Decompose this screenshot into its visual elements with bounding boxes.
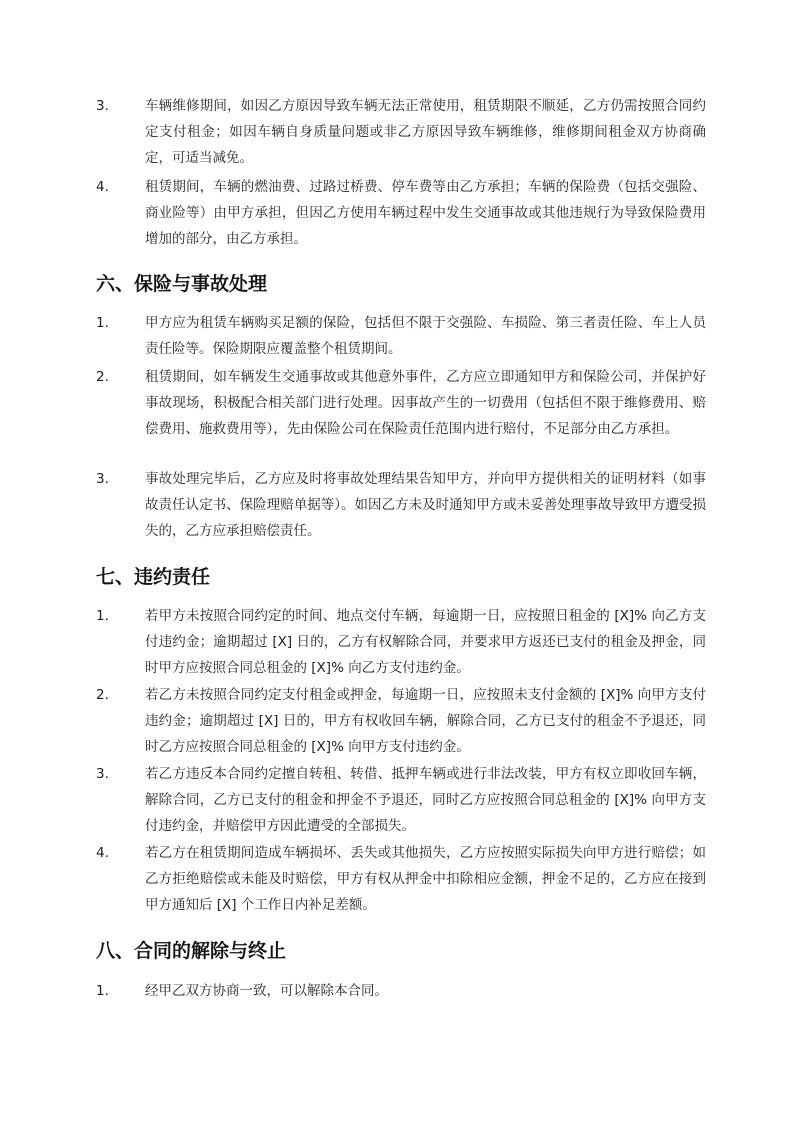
item-text: 若乙方违反本合同约定擅自转租、转借、抵押车辆或进行非法改装，甲方有权立即收回车辆，解除合同，乙方已支付的租金和押金不予退还，同时乙方应按照合同总租金的 [X]% 向甲方支付违约金，并赔偿甲方因此遭受的全部损失。 bbox=[145, 766, 706, 834]
item-text: 租赁期间，车辆的燃油费、过路过桥费、停车费等由乙方承担；车辆的保险费（包括交强险、商业险等）由甲方承担，但因乙方使用车辆过程中发生交通事故或其他违规行为导致保险费用增加的部分，由乙方承担。 bbox=[145, 179, 706, 247]
item-text: 经甲乙双方协商一致，可以解除本合同。 bbox=[145, 983, 388, 999]
list-item bbox=[96, 364, 706, 442]
item-text: 车辆维修期间，如因乙方原因导致车辆无法正常使用，租赁期限不顺延，乙方仍需按照合同约定支付租金；如因车辆自身质量问题或非乙方原因导致车辆维修，维修期间租金双方协商确定，可适当减免。 bbox=[145, 98, 706, 166]
list-item bbox=[96, 310, 706, 362]
list-item bbox=[96, 761, 706, 839]
section-heading-insurance: 六、保险与事故处理 bbox=[96, 273, 268, 295]
list-item bbox=[96, 682, 706, 760]
item-number: 3. bbox=[96, 766, 109, 782]
item-text: 租赁期间，如车辆发生交通事故或其他意外事件，乙方应立即通知甲方和保险公司，并保护好事故现场，积极配合相关部门进行处理。因事故产生的一切费用（包括但不限于维修费用、赔偿费用、施救费用等），先由保险公司在保险责任范围内进行赔付，不足部分由乙方承担。 bbox=[145, 369, 706, 437]
list-item bbox=[96, 93, 706, 171]
list-item bbox=[96, 174, 706, 252]
item-number: 3. bbox=[96, 471, 109, 487]
item-text: 事故处理完毕后，乙方应及时将事故处理结果告知甲方，并向甲方提供相关的证明材料（如事故责任认定书、保险理赔单据等）。如因乙方未及时通知甲方或未妥善处理事故导致甲方遭受损失的，乙方应承担赔偿责任。 bbox=[145, 471, 706, 539]
list-item bbox=[96, 840, 706, 918]
item-number: 2. bbox=[96, 369, 109, 385]
item-number: 2. bbox=[96, 687, 109, 703]
item-number: 1. bbox=[96, 315, 109, 331]
item-number: 4. bbox=[96, 845, 109, 861]
item-text: 若甲方未按照合同约定的时间、地点交付车辆，每逾期一日，应按照日租金的 [X]% 向乙方支付违约金；逾期超过 [X] 日的，乙方有权解除合同，并要求甲方返还已支付的租金及押金，同时甲方应按照合同总租金的 [X]% 向乙方支付违约金。 bbox=[145, 608, 706, 676]
list-item bbox=[96, 466, 706, 544]
item-text: 若乙方在租赁期间造成车辆损坏、丢失或其他损失，乙方应按照实际损失向甲方进行赔偿；如乙方拒绝赔偿或未能及时赔偿，甲方有权从押金中扣除相应金额，押金不足的，乙方应在接到甲方通知后 [X] 个工作日内补足差额。 bbox=[145, 845, 706, 913]
item-number: 4. bbox=[96, 179, 109, 195]
item-text: 若乙方未按照合同约定支付租金或押金，每逾期一日，应按照未支付金额的 [X]% 向甲方支付违约金；逾期超过 [X] 日的，甲方有权收回车辆，解除合同，乙方已支付的租金不予退还，同时乙方应按照合同总租金的 [X]% 向甲方支付违约金。 bbox=[145, 687, 706, 755]
item-number: 1. bbox=[96, 983, 109, 999]
item-number: 1. bbox=[96, 608, 109, 624]
section-heading-termination: 八、合同的解除与终止 bbox=[96, 940, 287, 962]
list-item bbox=[96, 978, 706, 1004]
section-heading-breach: 七、违约责任 bbox=[96, 566, 211, 588]
list-item bbox=[96, 603, 706, 681]
item-text: 甲方应为租赁车辆购买足额的保险，包括但不限于交强险、车损险、第三者责任险、车上人员责任险等。保险期限应覆盖整个租赁期间。 bbox=[145, 315, 706, 357]
item-number: 3. bbox=[96, 98, 109, 114]
